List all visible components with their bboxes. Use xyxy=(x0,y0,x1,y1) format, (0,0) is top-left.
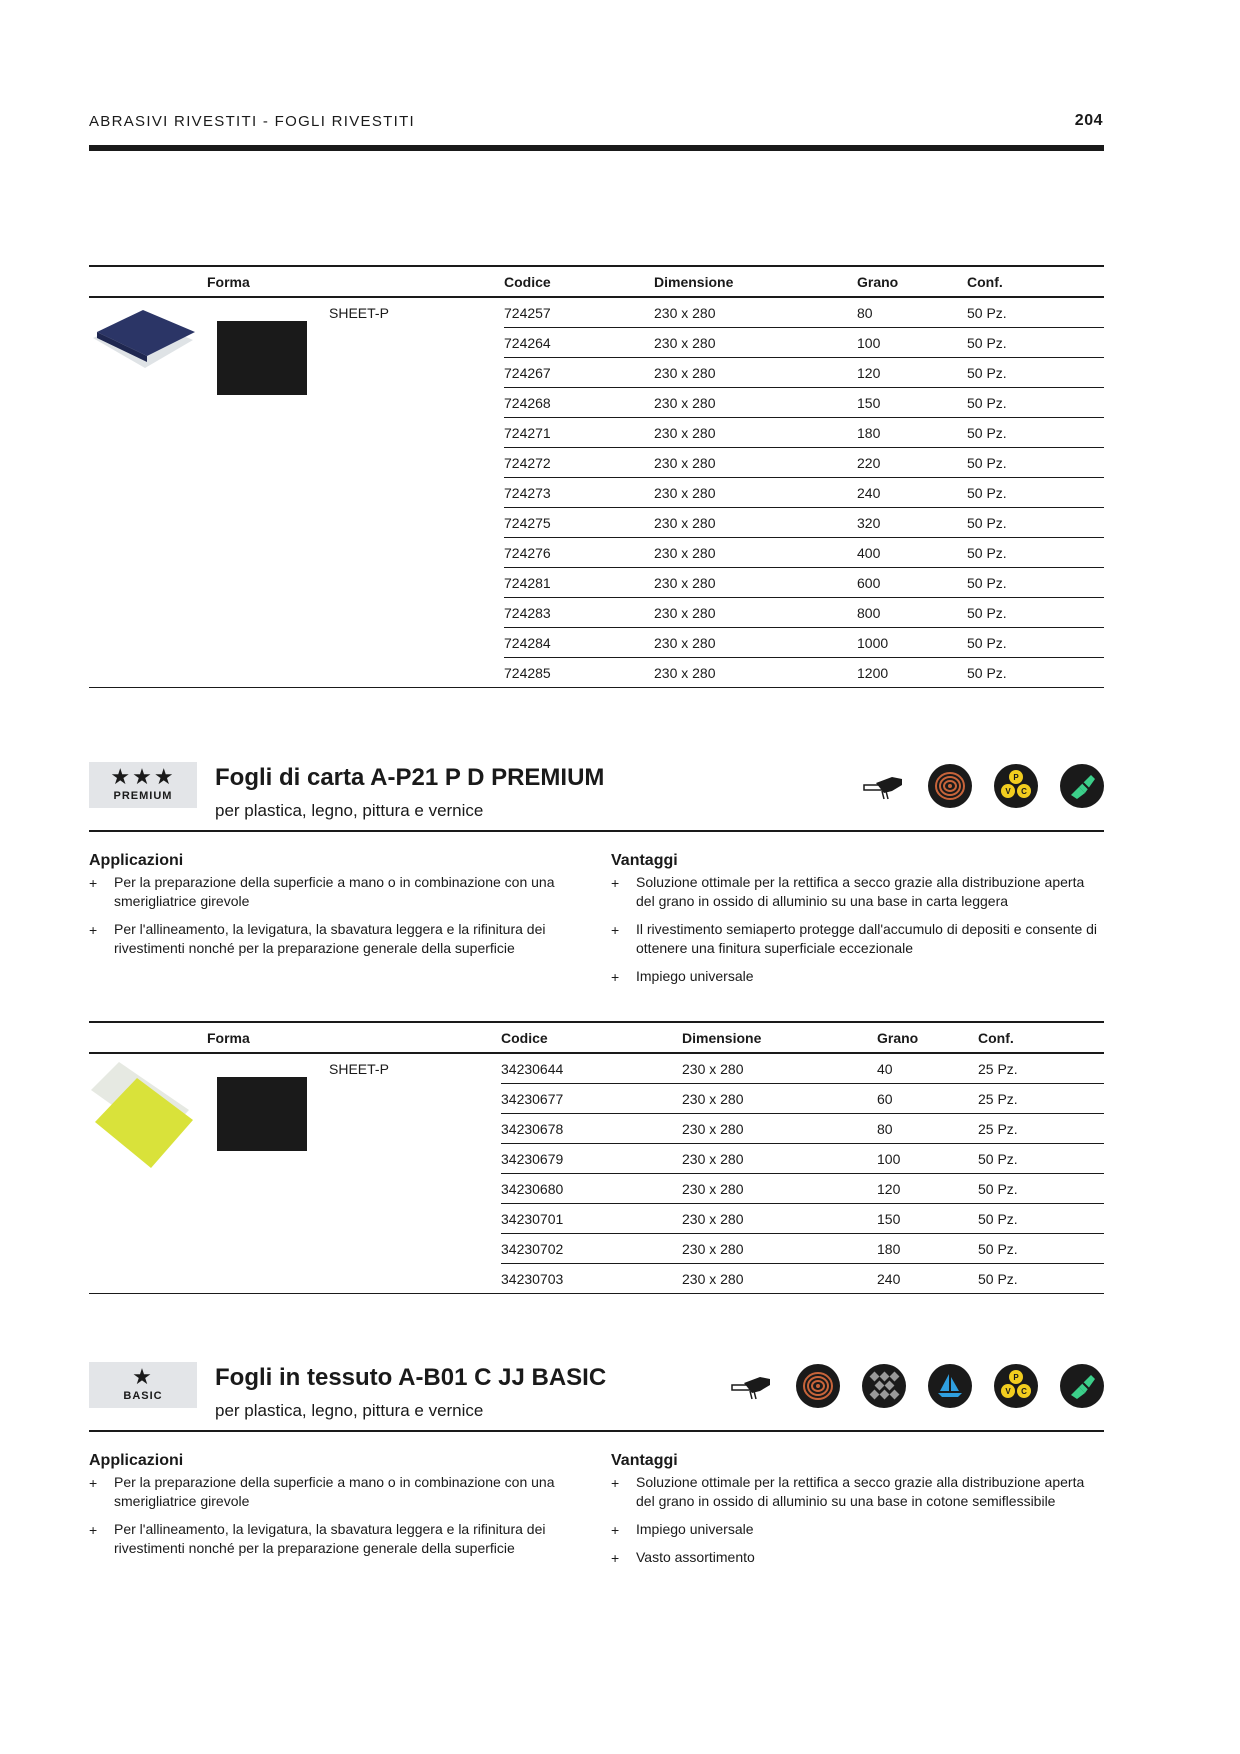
conf-cell: 50 Pz. xyxy=(967,358,1104,388)
conf-cell: 50 Pz. xyxy=(967,297,1104,328)
abrasive-swatch xyxy=(217,321,307,395)
grano-cell: 220 xyxy=(857,448,967,478)
grano-cell: 120 xyxy=(877,1174,978,1204)
pvc-icon xyxy=(994,764,1038,808)
codice-cell: 34230701 xyxy=(501,1204,682,1234)
codice-cell: 34230702 xyxy=(501,1234,682,1264)
col-codice: Codice xyxy=(501,1022,682,1053)
svg-text:C: C xyxy=(1021,1387,1027,1396)
boat-icon xyxy=(928,1364,972,1408)
advantages-list xyxy=(611,873,1101,995)
badge-stars: ★★★ xyxy=(110,764,176,789)
col-dimensione: Dimensione xyxy=(654,266,857,297)
composite-icon xyxy=(862,1364,906,1408)
wood-icon xyxy=(796,1364,840,1408)
list-item: + Impiego universale xyxy=(611,967,1101,986)
col-forma: Forma xyxy=(89,1022,501,1053)
conf-cell: 50 Pz. xyxy=(967,328,1104,358)
conf-cell: 50 Pz. xyxy=(967,418,1104,448)
grano-cell: 120 xyxy=(857,358,967,388)
application-icons xyxy=(730,1364,1104,1408)
grano-cell: 80 xyxy=(877,1114,978,1144)
codice-cell: 724268 xyxy=(504,388,654,418)
hand-sanding-icon xyxy=(862,771,906,801)
forma-cell xyxy=(89,1053,501,1294)
application-icons xyxy=(862,764,1104,808)
codice-cell: 34230644 xyxy=(501,1053,682,1084)
applications-list xyxy=(89,1473,579,1567)
codice-cell: 724267 xyxy=(504,358,654,388)
dimensione-cell: 230 x 280 xyxy=(654,628,857,658)
page-number: 204 xyxy=(1074,112,1103,129)
advantages-heading: Vantaggi xyxy=(611,1452,678,1469)
product-title: Fogli in tessuto A-B01 C JJ BASIC xyxy=(215,1364,607,1391)
dimensione-cell: 230 x 280 xyxy=(682,1174,877,1204)
product-subtitle: per plastica, legno, pittura e vernice xyxy=(215,801,484,820)
conf-cell: 50 Pz. xyxy=(967,658,1104,688)
col-grano: Grano xyxy=(877,1022,978,1053)
badge-stars: ★ xyxy=(132,1364,154,1389)
dimensione-cell: 230 x 280 xyxy=(682,1053,877,1084)
wood-icon xyxy=(928,764,972,808)
shape-label: SHEET-P xyxy=(329,1061,389,1077)
dimensione-cell: 230 x 280 xyxy=(654,478,857,508)
pvc-icon xyxy=(994,1364,1038,1408)
dimensione-cell: 230 x 280 xyxy=(654,658,857,688)
codice-cell: 724273 xyxy=(504,478,654,508)
codice-cell: 724285 xyxy=(504,658,654,688)
applications-heading: Applicazioni xyxy=(89,852,184,869)
svg-text:C: C xyxy=(1021,787,1027,796)
abrasive-swatch xyxy=(217,1077,307,1151)
shape-label: SHEET-P xyxy=(329,305,389,321)
grano-cell: 100 xyxy=(857,328,967,358)
grano-cell: 150 xyxy=(877,1204,978,1234)
grano-cell: 150 xyxy=(857,388,967,418)
basic-badge xyxy=(89,1362,197,1408)
premium-badge xyxy=(89,762,197,808)
advantages-list xyxy=(611,1473,1101,1576)
svg-text:V: V xyxy=(1005,787,1011,796)
dimensione-cell: 230 x 280 xyxy=(682,1204,877,1234)
col-conf: Conf. xyxy=(967,266,1104,297)
dimensione-cell: 230 x 280 xyxy=(654,328,857,358)
applications-list xyxy=(89,873,579,967)
conf-cell: 25 Pz. xyxy=(978,1114,1104,1144)
forma-cell xyxy=(89,297,504,688)
col-codice: Codice xyxy=(504,266,654,297)
col-dimensione: Dimensione xyxy=(682,1022,877,1053)
conf-cell: 50 Pz. xyxy=(978,1144,1104,1174)
conf-cell: 50 Pz. xyxy=(967,508,1104,538)
product-table-2 xyxy=(89,1021,1104,1294)
badge-label: BASIC xyxy=(123,1390,163,1402)
svg-text:P: P xyxy=(1013,773,1019,782)
conf-cell: 50 Pz. xyxy=(967,388,1104,418)
grano-cell: 180 xyxy=(877,1234,978,1264)
conf-cell: 50 Pz. xyxy=(967,538,1104,568)
list-item: + Impiego universale xyxy=(611,1520,1101,1539)
codice-cell: 34230677 xyxy=(501,1084,682,1114)
conf-cell: 50 Pz. xyxy=(978,1264,1104,1294)
conf-cell: 50 Pz. xyxy=(978,1204,1104,1234)
grano-cell: 40 xyxy=(877,1053,978,1084)
product-image-yellow-sheet xyxy=(89,1060,199,1180)
codice-cell: 724271 xyxy=(504,418,654,448)
list-item: + Soluzione ottimale per la rettifica a secco grazie alla distribuzione aperta del grano in ossido di alluminio su una base in cotone semiflessibile xyxy=(611,1473,1101,1511)
table-row xyxy=(89,1053,1104,1084)
grano-cell: 400 xyxy=(857,538,967,568)
conf-cell: 25 Pz. xyxy=(978,1084,1104,1114)
hand-sanding-icon xyxy=(730,1371,774,1401)
dimensione-cell: 230 x 280 xyxy=(654,568,857,598)
conf-cell: 50 Pz. xyxy=(967,568,1104,598)
dimensione-cell: 230 x 280 xyxy=(682,1084,877,1114)
codice-cell: 34230679 xyxy=(501,1144,682,1174)
header-rule xyxy=(89,145,1104,151)
product-image-blue-sheet xyxy=(89,304,199,382)
grano-cell: 100 xyxy=(877,1144,978,1174)
grano-cell: 800 xyxy=(857,598,967,628)
paint-brush-icon xyxy=(1060,764,1104,808)
section-rule xyxy=(89,1430,1104,1432)
list-item: + Per la preparazione della superficie a mano o in combinazione con una smerigliatrice girevole xyxy=(89,1473,579,1511)
applications-heading: Applicazioni xyxy=(89,1452,184,1469)
grano-cell: 1200 xyxy=(857,658,967,688)
dimensione-cell: 230 x 280 xyxy=(654,538,857,568)
list-item: + Per l'allineamento, la levigatura, la sbavatura leggera e la rifinitura dei rivestimenti nonché per la preparazione generale della superficie xyxy=(89,920,579,958)
dimensione-cell: 230 x 280 xyxy=(682,1114,877,1144)
svg-text:P: P xyxy=(1013,1373,1019,1382)
codice-cell: 724284 xyxy=(504,628,654,658)
product-subtitle: per plastica, legno, pittura e vernice xyxy=(215,1401,484,1420)
paint-brush-icon xyxy=(1060,1364,1104,1408)
list-item: + Soluzione ottimale per la rettifica a secco grazie alla distribuzione aperta del grano in ossido di alluminio su una base in carta leggera xyxy=(611,873,1101,911)
grano-cell: 1000 xyxy=(857,628,967,658)
advantages-heading: Vantaggi xyxy=(611,852,678,869)
conf-cell: 50 Pz. xyxy=(967,628,1104,658)
grano-cell: 80 xyxy=(857,297,967,328)
list-item: + Vasto assortimento xyxy=(611,1548,1101,1567)
codice-cell: 34230703 xyxy=(501,1264,682,1294)
product-table-1 xyxy=(89,265,1104,688)
grano-cell: 60 xyxy=(877,1084,978,1114)
codice-cell: 724281 xyxy=(504,568,654,598)
grano-cell: 240 xyxy=(857,478,967,508)
col-conf: Conf. xyxy=(978,1022,1104,1053)
dimensione-cell: 230 x 280 xyxy=(682,1264,877,1294)
codice-cell: 724276 xyxy=(504,538,654,568)
col-grano: Grano xyxy=(857,266,967,297)
conf-cell: 50 Pz. xyxy=(967,478,1104,508)
dimensione-cell: 230 x 280 xyxy=(654,388,857,418)
conf-cell: 50 Pz. xyxy=(967,598,1104,628)
list-item: + Per l'allineamento, la levigatura, la sbavatura leggera e la rifinitura dei rivestimenti nonché per la preparazione generale della superficie xyxy=(89,1520,579,1558)
svg-text:V: V xyxy=(1005,1387,1011,1396)
grano-cell: 180 xyxy=(857,418,967,448)
dimensione-cell: 230 x 280 xyxy=(682,1234,877,1264)
codice-cell: 724272 xyxy=(504,448,654,478)
list-item: + Per la preparazione della superficie a mano o in combinazione con una smerigliatrice girevole xyxy=(89,873,579,911)
grano-cell: 600 xyxy=(857,568,967,598)
dimensione-cell: 230 x 280 xyxy=(654,358,857,388)
dimensione-cell: 230 x 280 xyxy=(654,297,857,328)
conf-cell: 25 Pz. xyxy=(978,1053,1104,1084)
dimensione-cell: 230 x 280 xyxy=(682,1144,877,1174)
section-rule xyxy=(89,830,1104,832)
conf-cell: 50 Pz. xyxy=(978,1174,1104,1204)
dimensione-cell: 230 x 280 xyxy=(654,418,857,448)
table-row xyxy=(89,297,1104,328)
codice-cell: 724283 xyxy=(504,598,654,628)
page-header-title: ABRASIVI RIVESTITI - FOGLI RIVESTITI xyxy=(89,113,416,130)
conf-cell: 50 Pz. xyxy=(967,448,1104,478)
dimensione-cell: 230 x 280 xyxy=(654,448,857,478)
grano-cell: 320 xyxy=(857,508,967,538)
codice-cell: 34230678 xyxy=(501,1114,682,1144)
list-item: + Il rivestimento semiaperto protegge dall'accumulo di depositi e consente di ottenere una finitura superficiale eccezionale xyxy=(611,920,1101,958)
conf-cell: 50 Pz. xyxy=(978,1234,1104,1264)
codice-cell: 34230680 xyxy=(501,1174,682,1204)
badge-label: PREMIUM xyxy=(113,790,173,802)
col-forma: Forma xyxy=(89,266,504,297)
codice-cell: 724257 xyxy=(504,297,654,328)
codice-cell: 724264 xyxy=(504,328,654,358)
product-title: Fogli di carta A-P21 P D PREMIUM xyxy=(215,764,605,791)
dimensione-cell: 230 x 280 xyxy=(654,508,857,538)
dimensione-cell: 230 x 280 xyxy=(654,598,857,628)
codice-cell: 724275 xyxy=(504,508,654,538)
grano-cell: 240 xyxy=(877,1264,978,1294)
